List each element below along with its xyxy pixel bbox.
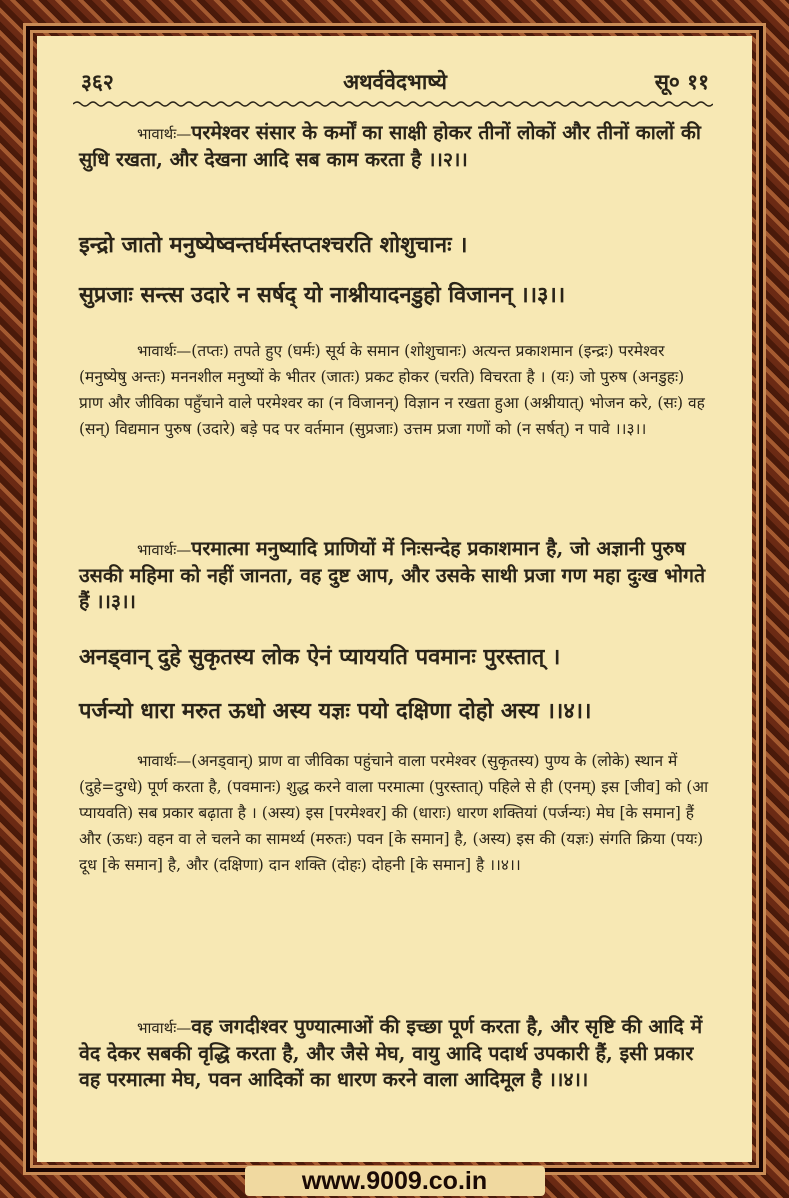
sukta-number: सू० ११ [654,69,709,94]
book-title: अथर्ववेदभाष्ये [343,69,447,94]
mantra-line: पर्जन्यो धारा मरुत ऊधो अस्य यज्ञः पयो दक्षिणा दोहो अस्य ।।४।। [79,698,592,724]
paragraph-text: (तप्तः) तपते हुए (घर्मः) सूर्य के समान (शोशुचानः) अत्यन्त प्रकाशमान (इन्द्रः) परमेश्वर (मनुष्येषु अन्तः) मननशील मनुष्यों के भीतर (जातः) प्रकट होकर (चरति) विचरता है । (यः) जो पुरुष (अनडुहः) प्राण और जीविका पहुँचाने वाले परमेश्वर का (न विजानन्) विज्ञान न रखता हुआ (अश्नीयात्) भोजन करे, (सः) वह (सन्) विद्यमान पुरुष (उदारे) बड़े पद पर वर्तमान (सुप्रजाः) उत्तम प्रजा गणों को (न सर्षत्) न पावे ।।३।। [79,342,705,438]
mantra-line: इन्द्रो जातो मनुष्येष्वन्तर्घर्मस्तप्तश्चरति शोशुचानः । [79,232,468,258]
website-link[interactable]: www.9009.co.in [301,1167,488,1195]
paragraph-text: (अनड्वान्) प्राण वा जीविका पहुंचाने वाला परमेश्वर (सुकृतस्य) पुण्य के (लोके) स्थान में (दुहे=दुग्धे) पूर्ण करता है, (पवमानः) शुद्ध करने वाला परमात्मा (पुरस्तात्) पहिले से ही (एनम्) इस [जीव] को (आ प्यायवति) सब प्रकार बढ़ाता है । (अस्य) इस [परमेश्वर] की (धाराः) धारण शक्तियां (पर्जन्यः) मेघ [के समान] हैं और (ऊधः) वहन वा ले चलने का सामर्थ्य (मरुतः) पवन [के समान] है, (अस्य) इस की (यज्ञः) संगति क्रिया (पयः) दूध [के समान] है, और (दक्षिणा) दान शक्ति (दोहः) दोहनी [के समान] है ।।४।। [79,752,709,874]
paragraph-label: भावार्थः— [137,541,192,559]
page-number: ३६२ [81,69,114,94]
meaning-paragraph [79,748,709,878]
header-rule [73,100,713,108]
page-header [81,68,709,98]
paragraph-text: परमेश्वर संसार के कर्मों का साक्षी होकर तीनों लोकों और तीनों कालों की सुधि रखता, और देखना आदि सब काम करता है ।।२।। [79,121,701,171]
paragraph-text: परमात्मा मनुष्यादि प्राणियों में निःसन्देह प्रकाशमान है, जो अज्ञानी पुरुष उसकी महिमा को नहीं जानता, वह दुष्ट आप, और उसके साथी प्रजा गण महा दुःख भोगते हैं ।।३।। [79,537,706,613]
meaning-paragraph [79,338,709,442]
bhavartha-paragraph [79,1014,709,1093]
paragraph-label: भावार्थः— [137,125,192,143]
paragraph-text: वह जगदीश्वर पुण्यात्माओं की इच्छा पूर्ण करता है, और सृष्टि की आदि में वेद देकर सबकी वृद्धि करता है, और जैसे मेघ, वायु आदि पदार्थ उपकारी हैं, इसी प्रकार वह परमात्मा मेघ, पवन आदिकों का धारण करने वाला आदिमूल है ।।४।। [79,1015,703,1091]
paragraph-label: भावार्थः— [137,752,192,770]
paragraph-label: भावार्थः— [137,342,192,360]
bhavartha-paragraph [79,120,709,173]
mantra-line: अनड्वान् दुहे सुकृतस्य लोक ऐनं प्याययति पवमानः पुरस्तात् । [79,644,561,670]
paragraph-label: भावार्थः— [137,1019,192,1037]
book-page [37,36,752,1162]
bhavartha-paragraph [79,536,709,615]
mantra-line: सुप्रजाः सन्त्स उदारे न सर्षद् यो नाश्नीयादनडुहो विजानन् ।।३।। [79,282,566,308]
